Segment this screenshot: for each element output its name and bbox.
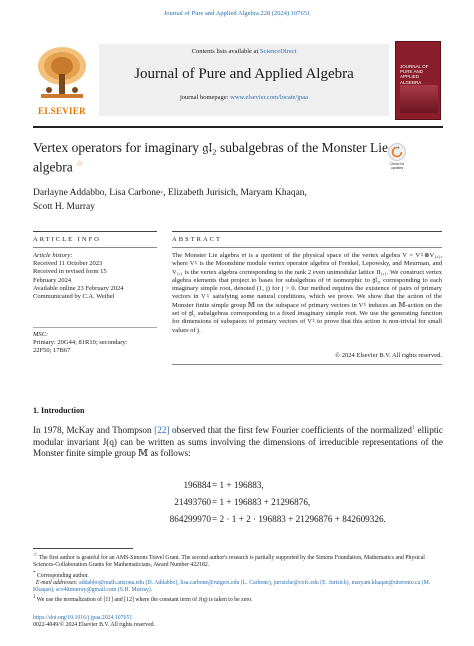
- email-label: E-mail addresses:: [35, 579, 80, 586]
- abstract-heading: ABSTRACT: [172, 236, 222, 243]
- running-head[interactable]: Journal of Pure and Applied Algebra 228 (2024) 107651: [163, 10, 311, 17]
- author-list: [33, 187, 413, 213]
- msc-divider: [33, 327, 157, 328]
- elsevier-tree-icon: [33, 44, 91, 104]
- footnote: [33, 570, 443, 580]
- article-info-rule: [33, 247, 157, 248]
- check-updates-label: Check for updates: [389, 162, 405, 170]
- doi-link[interactable]: https://doi.org/10.1016/j.jpaa.2024.107651: [33, 615, 133, 621]
- equation-rhs: = 2 · 1 + 2 · 196883 + 21296876 + 842609326.: [212, 514, 386, 524]
- history-line: February 2024: [33, 276, 72, 284]
- msc-line: Primary: 20G44; 81R10; secondary:: [33, 339, 128, 347]
- journal-box: [99, 44, 389, 116]
- journal-cover[interactable]: [395, 41, 441, 120]
- journal-title: Journal of Pure and Applied Algebra: [134, 66, 354, 82]
- article-info-heading: ARTICLE INFO: [33, 236, 101, 243]
- refresh-icon: [391, 146, 403, 158]
- msc-label: MSC:: [33, 331, 49, 338]
- homepage-line: [99, 94, 389, 101]
- footnote-mark: 1: [33, 595, 36, 601]
- equation-rhs: = 1 + 196883 + 21296876,: [212, 497, 311, 507]
- history-line: Available online 23 February 2024: [33, 284, 124, 292]
- article-info-top-rule: [33, 231, 157, 232]
- homepage-prefix: journal homepage:: [179, 94, 231, 101]
- equation-lhs: 21493760: [174, 497, 211, 507]
- authors-line1-rest[interactable]: , Elizabeth Jurisich, Maryam Khaqan,: [163, 188, 307, 198]
- contents-line: [99, 48, 389, 55]
- article-history: [33, 252, 157, 301]
- intro-paragraph: [33, 423, 443, 460]
- abstract-top-rule: [172, 231, 442, 232]
- equation-lhs: 864299970: [169, 514, 211, 524]
- footnote-divider: [33, 548, 133, 549]
- cover-image: [400, 85, 438, 113]
- abstract-rule: [172, 247, 442, 248]
- masthead-divider: [33, 126, 443, 128]
- footnote-ref[interactable]: 1: [411, 425, 415, 431]
- abstract-body: The Monster Lie algebra 𝔪 is a quotient of the physical space of the vertex algebra V = V♮⊗V₁,₁, where V♮ is the Moonshine module vertex operator algebra of Frenkel, Lepowsky, and Meurman, and V₁,₁ is the vertex algebra corresponding to the rank 2 even unimodular lattice II₁,₁. We construct vertex algebra elements that project to bases for subalgebras of 𝔪 isomorphic to 𝔤𝔩₂, corresponding to each imaginary simple root, denoted (1, j) for j > 0. Our method requires the existence of pairs of primary vectors in V♮ satisfying some natural conditions, which we prove. We show that the action of the Monster finite simple group 𝕄 on the subspace of primary vectors in V♮ induces an 𝕄-action on the set of 𝔤𝔩₂ subalgebras corresponding to a fixed imaginary simple root. We use the generating function for dimensions of subspaces of primary vectors of V♮ to prove that this action is non-trivial for small values of j.: [172, 252, 442, 334]
- article-title-text: Vertex operators for imaginary 𝔤𝔩₂ subalgebras of the Monster Lie algebra: [33, 140, 388, 175]
- email-addresses[interactable]: addabbo@math.arizona.edu (D. Addabbo), lisa.carbone@rutgers.edu (L. Carbone), jurisiche@cofc.edu (E. Jurisich), maryam.khaqan@utoronto.ca (M. Khaqan), sco4ttmurray@gmail.com (S.H. Murray).: [33, 579, 431, 594]
- authors-line2[interactable]: Scott H. Murray: [33, 201, 96, 212]
- abstract-copyright: © 2024 Elsevier B.V. All rights reserved.: [335, 352, 442, 359]
- corresponding-marker[interactable]: *: [160, 191, 164, 197]
- equation-lhs: 196884: [183, 480, 211, 490]
- cover-title: JOURNAL OF PURE AND APPLIED ALGEBRA: [400, 64, 429, 85]
- citation-link[interactable]: [22]: [154, 425, 170, 436]
- history-line: Received in revised form 15: [33, 268, 107, 276]
- article-title: [33, 140, 388, 176]
- title-footnote-marker[interactable]: ☆: [76, 159, 84, 168]
- section-heading-introduction: 1. Introduction: [33, 406, 85, 415]
- intro-text-b: observed that the first few Fourier coefficients of the normalized: [169, 425, 412, 436]
- footnote: [33, 594, 443, 604]
- doi-block: [33, 615, 155, 630]
- footnote-mark: *: [33, 570, 36, 576]
- contents-prefix: Contents lists available at: [191, 48, 260, 55]
- msc-codes: [33, 331, 157, 356]
- intro-text-c: elliptic modular invariant J(q) can be written as sums involving the dimensions of irreducible representations of the Monster finite simple group 𝕄 as follows:: [33, 425, 444, 459]
- footnote-mark: ☆: [33, 553, 38, 558]
- check-updates-icon: [388, 143, 406, 161]
- equation-rhs: = 1 + 196883,: [212, 480, 264, 490]
- footnote-text: We use the normalization of [11] and [12] where the constant term of J(q) is taken to be zero.: [36, 597, 253, 604]
- history-line: Communicated by C.A. Weibel: [33, 293, 115, 301]
- elsevier-logo[interactable]: [33, 44, 91, 118]
- footnotes: [33, 552, 443, 605]
- sciencedirect-link[interactable]: ScienceDirect: [259, 48, 297, 55]
- abstract-bottom-rule: [172, 364, 442, 365]
- history-line: Received 11 October 2023: [33, 260, 103, 268]
- msc-line: 22F50; 17B67: [33, 347, 71, 355]
- footnote: [33, 552, 443, 570]
- history-label: Article history:: [33, 252, 73, 259]
- masthead: [33, 38, 443, 122]
- authors-line1[interactable]: Darlayne Addabbo, Lisa Carbone: [33, 188, 161, 198]
- intro-text-a: In 1978, McKay and Thompson: [33, 425, 155, 436]
- footnote: [33, 580, 443, 595]
- publisher-name: ELSEVIER: [38, 106, 86, 116]
- check-for-updates[interactable]: [388, 143, 406, 173]
- homepage-link[interactable]: www.elsevier.com/locate/jpaa: [230, 94, 309, 101]
- issn-copyright: 0022-4049/© 2024 Elsevier B.V. All rights reserved.: [33, 622, 155, 629]
- footnote-text: Corresponding author.: [36, 572, 89, 579]
- footnote-text: The first author is grateful for an AMS-Simons Travel Grant. The second author's research is partially supported by the Simons Foundation, Mathematics and Physical Sciences-Collaboration Grants for Mathematicians, Award Number 422182.: [33, 554, 425, 569]
